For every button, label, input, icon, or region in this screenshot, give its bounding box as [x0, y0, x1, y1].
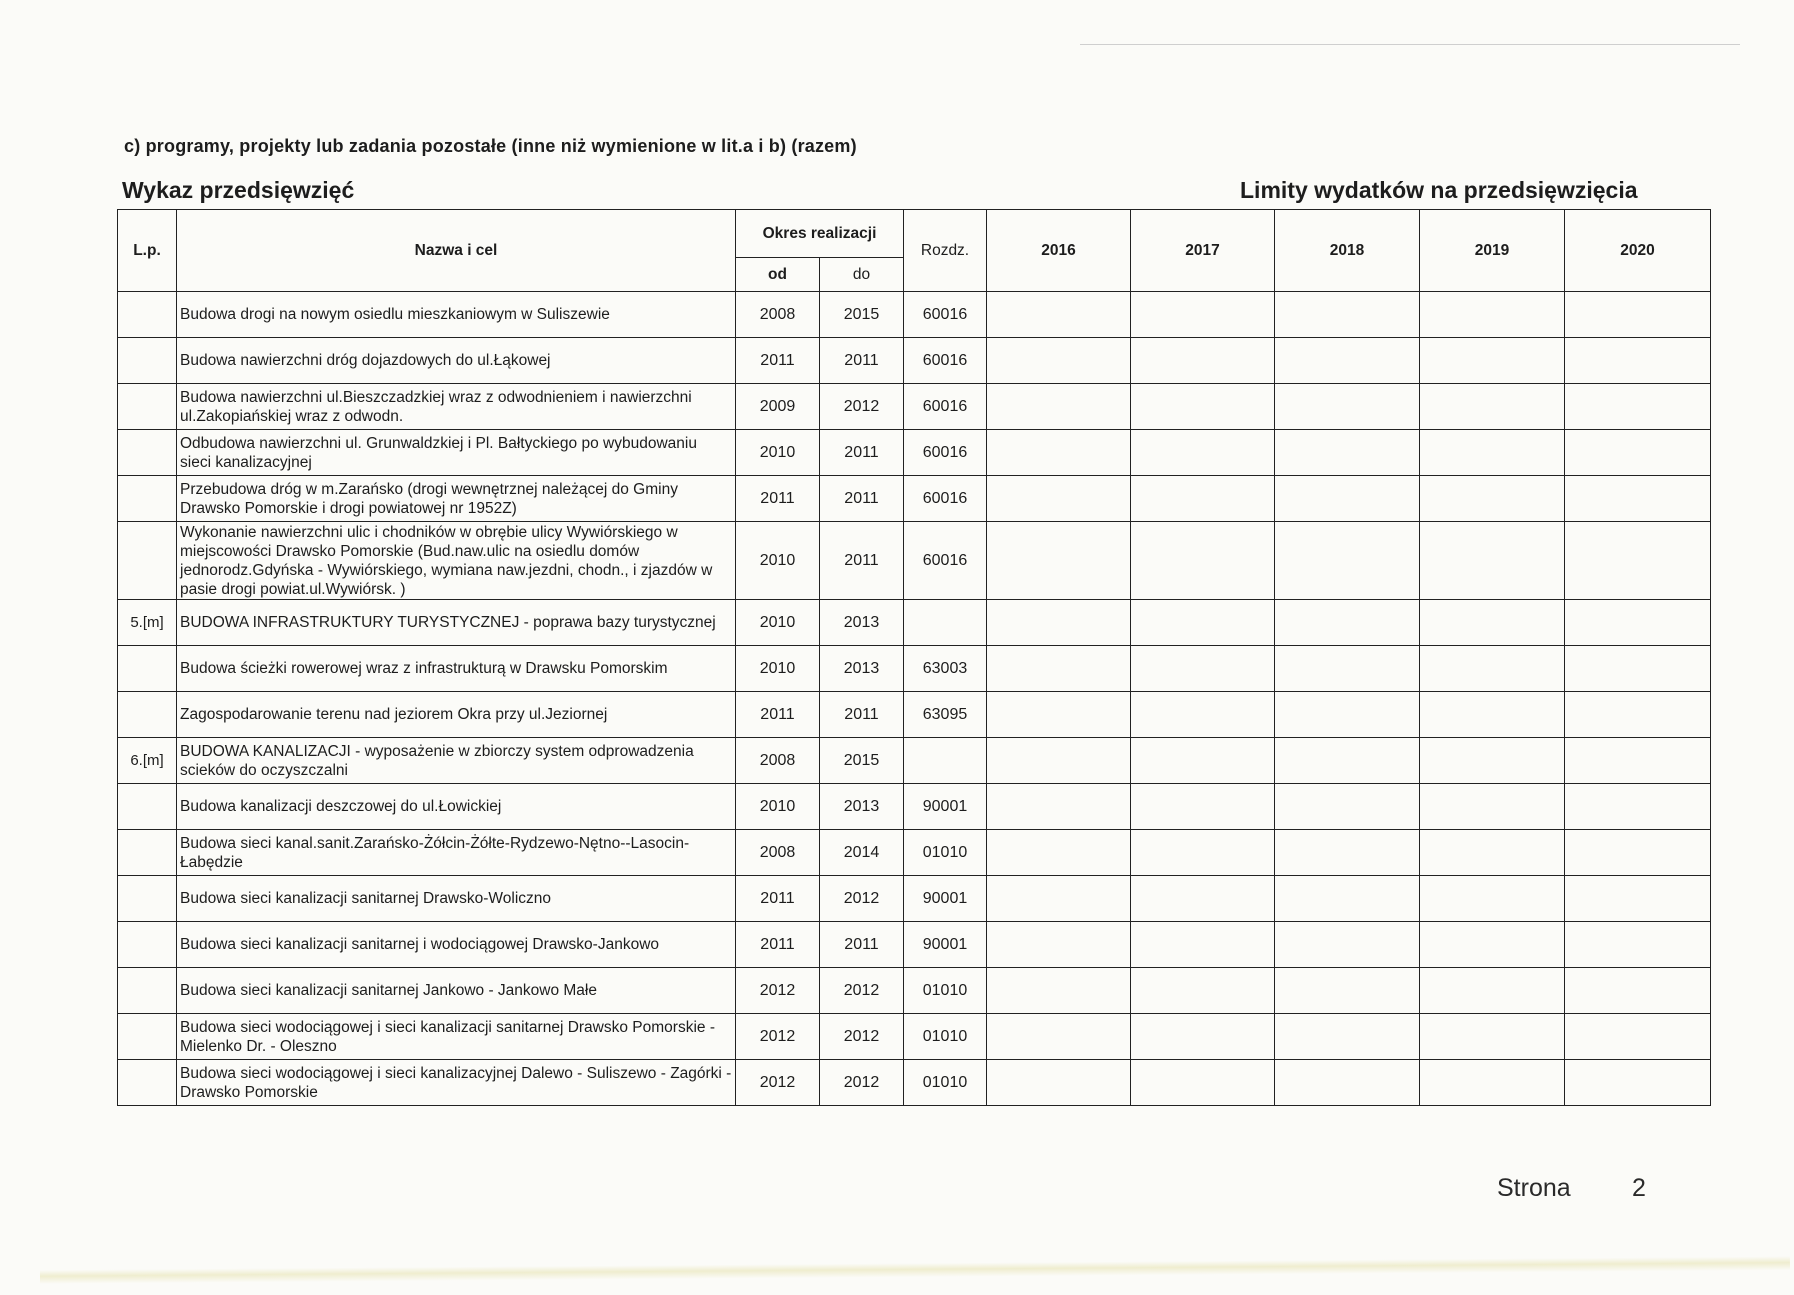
- row-lp: [118, 922, 177, 968]
- row-year-cell: [1131, 922, 1275, 968]
- header-row: [118, 210, 1711, 258]
- row-year-cell: [1565, 922, 1711, 968]
- row-lp: [118, 692, 177, 738]
- row-year-cell: [1420, 876, 1565, 922]
- row-year-cell: [987, 338, 1131, 384]
- row-from: 2011: [736, 338, 820, 384]
- row-year-cell: [987, 292, 1131, 338]
- row-year-cell: [987, 476, 1131, 522]
- table-row: [118, 646, 1711, 692]
- row-year-cell: [1275, 338, 1420, 384]
- row-year-cell: [987, 922, 1131, 968]
- row-year-cell: [987, 1060, 1131, 1106]
- table-row: [118, 600, 1711, 646]
- table-row: [118, 738, 1711, 784]
- row-lp: [118, 1060, 177, 1106]
- row-section: 90001: [904, 784, 987, 830]
- row-year-cell: [1565, 430, 1711, 476]
- row-year-cell: [987, 600, 1131, 646]
- row-year-cell: [1131, 692, 1275, 738]
- row-section: [904, 738, 987, 784]
- row-year-cell: [1131, 646, 1275, 692]
- row-name: BUDOWA INFRASTRUKTURY TURYSTYCZNEJ - poprawa bazy turystycznej: [177, 600, 736, 646]
- table-row: [118, 784, 1711, 830]
- row-name: Budowa kanalizacji deszczowej do ul.Łowickiej: [177, 784, 736, 830]
- row-year-cell: [1565, 384, 1711, 430]
- row-year-cell: [1275, 830, 1420, 876]
- header-year-2019: 2019: [1420, 210, 1565, 292]
- header-lp: L.p.: [118, 210, 177, 292]
- row-year-cell: [987, 522, 1131, 600]
- table-row: [118, 522, 1711, 600]
- footer-page-label: Strona: [1497, 1174, 1571, 1202]
- row-lp: [118, 430, 177, 476]
- scan-artifact-streak: [40, 1256, 1790, 1284]
- row-year-cell: [1420, 1060, 1565, 1106]
- row-section: 63095: [904, 692, 987, 738]
- row-from: 2010: [736, 600, 820, 646]
- row-year-cell: [987, 692, 1131, 738]
- header-year-2016: 2016: [987, 210, 1131, 292]
- row-year-cell: [1131, 738, 1275, 784]
- row-year-cell: [1420, 476, 1565, 522]
- row-year-cell: [987, 384, 1131, 430]
- row-year-cell: [1420, 600, 1565, 646]
- row-year-cell: [1565, 292, 1711, 338]
- row-lp: [118, 476, 177, 522]
- row-lp: [118, 292, 177, 338]
- row-section: 01010: [904, 968, 987, 1014]
- row-year-cell: [1275, 784, 1420, 830]
- table-row: [118, 922, 1711, 968]
- row-year-cell: [1131, 1014, 1275, 1060]
- row-lp: [118, 830, 177, 876]
- header-year-2017: 2017: [1131, 210, 1275, 292]
- row-year-cell: [987, 876, 1131, 922]
- row-from: 2010: [736, 430, 820, 476]
- row-section: 60016: [904, 292, 987, 338]
- row-year-cell: [1275, 384, 1420, 430]
- row-year-cell: [1565, 692, 1711, 738]
- row-name: Budowa sieci kanalizacji sanitarnej Drawsko-Woliczno: [177, 876, 736, 922]
- row-name: Budowa sieci wodociągowej i sieci kanalizacji sanitarnej Drawsko Pomorskie - Mielenko Dr. - Oleszno: [177, 1014, 736, 1060]
- header-year-2020: 2020: [1565, 210, 1711, 292]
- row-year-cell: [1275, 292, 1420, 338]
- row-year-cell: [1420, 522, 1565, 600]
- row-year-cell: [1275, 646, 1420, 692]
- row-section: 01010: [904, 830, 987, 876]
- row-year-cell: [987, 784, 1131, 830]
- row-year-cell: [1275, 476, 1420, 522]
- row-name: BUDOWA KANALIZACJI - wyposażenie w zbiorczy system odprowadzenia scieków do oczyszczalni: [177, 738, 736, 784]
- table-row: [118, 1060, 1711, 1106]
- row-to: 2012: [820, 1060, 904, 1106]
- header-to: do: [820, 258, 904, 292]
- row-to: 2015: [820, 292, 904, 338]
- row-name: Budowa sieci kanalizacji sanitarnej Jankowo - Jankowo Małe: [177, 968, 736, 1014]
- row-year-cell: [1131, 830, 1275, 876]
- row-from: 2011: [736, 876, 820, 922]
- row-year-cell: [1565, 600, 1711, 646]
- row-section: 60016: [904, 338, 987, 384]
- footer-page-number: 2: [1632, 1174, 1646, 1202]
- row-year-cell: [1565, 338, 1711, 384]
- row-from: 2009: [736, 384, 820, 430]
- row-year-cell: [1420, 646, 1565, 692]
- table-row: [118, 1014, 1711, 1060]
- row-year-cell: [1565, 830, 1711, 876]
- row-lp: [118, 784, 177, 830]
- row-year-cell: [1131, 338, 1275, 384]
- row-year-cell: [1565, 968, 1711, 1014]
- row-year-cell: [987, 968, 1131, 1014]
- row-from: 2008: [736, 738, 820, 784]
- row-year-cell: [987, 430, 1131, 476]
- table-row: [118, 876, 1711, 922]
- row-section: 60016: [904, 476, 987, 522]
- row-year-cell: [1420, 384, 1565, 430]
- row-from: 2008: [736, 830, 820, 876]
- row-from: 2011: [736, 922, 820, 968]
- row-section: 63003: [904, 646, 987, 692]
- row-year-cell: [1565, 784, 1711, 830]
- projects-table: [117, 209, 1711, 1106]
- row-to: 2015: [820, 738, 904, 784]
- row-year-cell: [1275, 922, 1420, 968]
- row-section: 60016: [904, 522, 987, 600]
- row-year-cell: [1565, 876, 1711, 922]
- row-to: 2011: [820, 922, 904, 968]
- row-from: 2010: [736, 522, 820, 600]
- row-year-cell: [987, 1014, 1131, 1060]
- row-lp: [118, 876, 177, 922]
- row-year-cell: [1131, 784, 1275, 830]
- row-year-cell: [1420, 784, 1565, 830]
- row-to: 2011: [820, 522, 904, 600]
- row-lp: [118, 1014, 177, 1060]
- row-section: 01010: [904, 1014, 987, 1060]
- row-lp: [118, 646, 177, 692]
- row-section: 60016: [904, 384, 987, 430]
- row-year-cell: [987, 738, 1131, 784]
- section-heading: c) programy, projekty lub zadania pozostałe (inne niż wymienione w lit.a i b) (razem): [124, 136, 857, 156]
- header-from: od: [736, 258, 820, 292]
- row-name: Odbudowa nawierzchni ul. Grunwaldzkiej i Pl. Bałtyckiego po wybudowaniu sieci kanalizacyjnej: [177, 430, 736, 476]
- row-lp: [118, 968, 177, 1014]
- row-from: 2010: [736, 646, 820, 692]
- row-lp: [118, 522, 177, 600]
- header-period: Okres realizacji: [736, 210, 904, 258]
- row-year-cell: [1275, 968, 1420, 1014]
- row-from: 2010: [736, 784, 820, 830]
- row-to: 2012: [820, 384, 904, 430]
- row-to: 2013: [820, 784, 904, 830]
- row-to: 2013: [820, 600, 904, 646]
- header-section: Rozdz.: [904, 210, 987, 292]
- row-year-cell: [1275, 738, 1420, 784]
- row-year-cell: [1131, 384, 1275, 430]
- row-to: 2012: [820, 876, 904, 922]
- row-year-cell: [1420, 292, 1565, 338]
- row-to: 2012: [820, 968, 904, 1014]
- row-to: 2011: [820, 430, 904, 476]
- row-lp: [118, 384, 177, 430]
- row-year-cell: [1131, 1060, 1275, 1106]
- row-section: 01010: [904, 1060, 987, 1106]
- row-name: Zagospodarowanie terenu nad jeziorem Okra przy ul.Jeziornej: [177, 692, 736, 738]
- row-year-cell: [1565, 476, 1711, 522]
- row-year-cell: [1420, 968, 1565, 1014]
- row-section: [904, 600, 987, 646]
- row-year-cell: [1131, 292, 1275, 338]
- row-year-cell: [1565, 738, 1711, 784]
- table-row: [118, 384, 1711, 430]
- row-section: 60016: [904, 430, 987, 476]
- row-year-cell: [1420, 692, 1565, 738]
- row-from: 2011: [736, 476, 820, 522]
- row-name: Budowa sieci kanalizacji sanitarnej i wodociągowej Drawsko-Jankowo: [177, 922, 736, 968]
- row-name: Budowa nawierzchni dróg dojazdowych do ul.Łąkowej: [177, 338, 736, 384]
- row-year-cell: [1565, 1014, 1711, 1060]
- table-row: [118, 692, 1711, 738]
- table-row: [118, 338, 1711, 384]
- header-year-2018: 2018: [1275, 210, 1420, 292]
- row-year-cell: [1275, 876, 1420, 922]
- row-name: Budowa sieci wodociągowej i sieci kanalizacyjnej Dalewo - Suliszewo - Zagórki - Drawsko Pomorskie: [177, 1060, 736, 1106]
- row-year-cell: [987, 830, 1131, 876]
- row-year-cell: [1420, 738, 1565, 784]
- row-to: 2011: [820, 476, 904, 522]
- row-year-cell: [1275, 600, 1420, 646]
- row-name: Budowa sieci kanal.sanit.Zarańsko-Żółcin-Żółte-Rydzewo-Nętno--Lasocin-Łabędzie: [177, 830, 736, 876]
- row-year-cell: [1131, 522, 1275, 600]
- row-year-cell: [1420, 430, 1565, 476]
- row-to: 2012: [820, 1014, 904, 1060]
- row-name: Budowa drogi na nowym osiedlu mieszkaniowym w Suliszewie: [177, 292, 736, 338]
- row-lp: 5.[m]: [118, 600, 177, 646]
- table-row: [118, 830, 1711, 876]
- row-lp: [118, 338, 177, 384]
- row-to: 2011: [820, 338, 904, 384]
- row-name: Budowa ścieżki rowerowej wraz z infrastrukturą w Drawsku Pomorskim: [177, 646, 736, 692]
- table-row: [118, 430, 1711, 476]
- row-from: 2012: [736, 1060, 820, 1106]
- header-name: Nazwa i cel: [177, 210, 736, 292]
- row-name: Wykonanie nawierzchni ulic i chodników w obrębie ulicy Wywiórskiego w miejscowości Drawsko Pomorskie (Bud.naw.ulic na osiedlu domów jednorodz.Gdyńska - Wywiórskiego, wymiana naw.jezdni, chodn., i zjazdów w pasie drogi powiat.ul.Wywiórsk. ): [177, 522, 736, 600]
- row-from: 2012: [736, 968, 820, 1014]
- row-from: 2012: [736, 1014, 820, 1060]
- row-year-cell: [1275, 1060, 1420, 1106]
- scan-artifact-line: [1080, 44, 1740, 45]
- row-year-cell: [1420, 922, 1565, 968]
- row-to: 2011: [820, 692, 904, 738]
- table-body: [118, 292, 1711, 1106]
- row-name: Budowa nawierzchni ul.Bieszczadzkiej wraz z odwodnieniem i nawierzchni ul.Zakopiańskiej wraz z odwodn.: [177, 384, 736, 430]
- row-year-cell: [1275, 522, 1420, 600]
- row-year-cell: [1420, 1014, 1565, 1060]
- table-row: [118, 292, 1711, 338]
- row-year-cell: [1565, 646, 1711, 692]
- row-name: Przebudowa dróg w m.Zarańsko (drogi wewnętrznej należącej do Gminy Drawsko Pomorskie i drogi powiatowej nr 1952Z): [177, 476, 736, 522]
- row-from: 2008: [736, 292, 820, 338]
- row-to: 2014: [820, 830, 904, 876]
- row-year-cell: [1275, 430, 1420, 476]
- expenditure-limits-title: Limity wydatków na przedsięwzięcia: [1240, 177, 1638, 203]
- table-row: [118, 476, 1711, 522]
- row-year-cell: [1131, 600, 1275, 646]
- row-year-cell: [987, 646, 1131, 692]
- row-year-cell: [1131, 430, 1275, 476]
- row-year-cell: [1420, 338, 1565, 384]
- row-year-cell: [1131, 876, 1275, 922]
- row-year-cell: [1565, 522, 1711, 600]
- row-section: 90001: [904, 922, 987, 968]
- row-lp: 6.[m]: [118, 738, 177, 784]
- row-year-cell: [1275, 1014, 1420, 1060]
- projects-list-title: Wykaz przedsięwzięć: [122, 177, 355, 203]
- row-year-cell: [1131, 476, 1275, 522]
- row-year-cell: [1275, 692, 1420, 738]
- row-year-cell: [1131, 968, 1275, 1014]
- row-section: 90001: [904, 876, 987, 922]
- row-from: 2011: [736, 692, 820, 738]
- row-year-cell: [1565, 1060, 1711, 1106]
- table-row: [118, 968, 1711, 1014]
- row-year-cell: [1420, 830, 1565, 876]
- row-to: 2013: [820, 646, 904, 692]
